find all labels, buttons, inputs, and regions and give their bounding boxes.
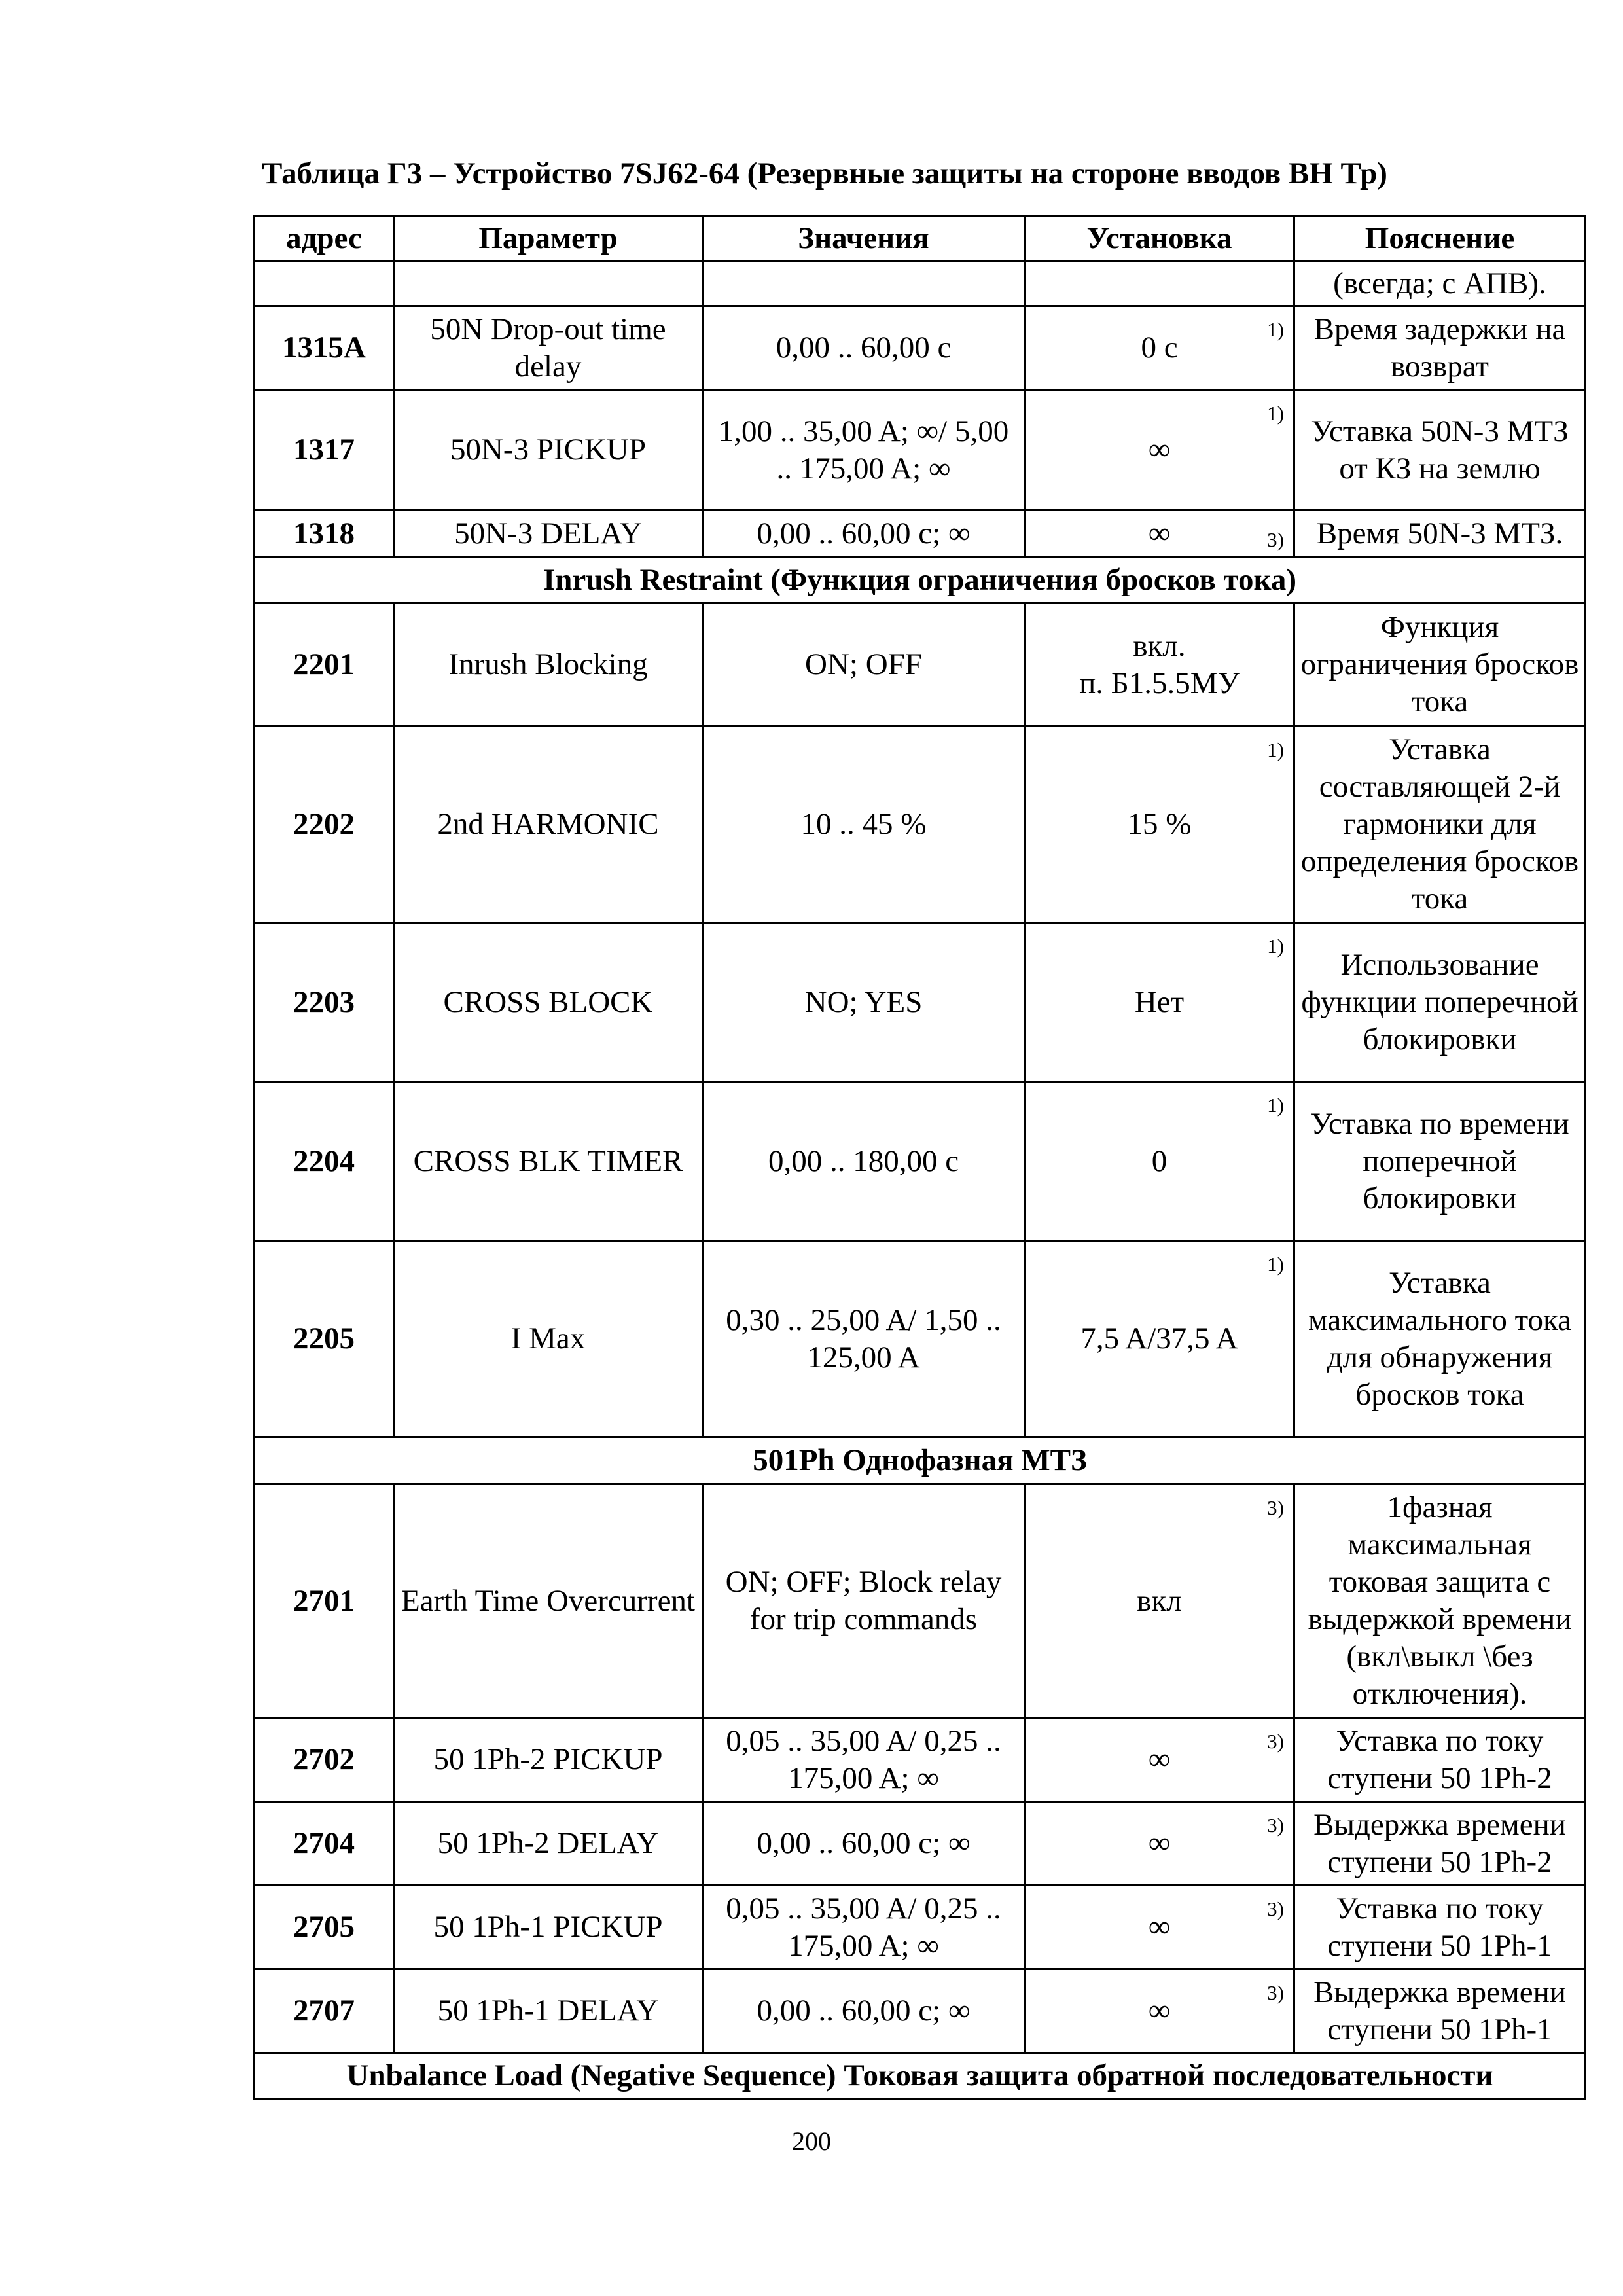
setting-cell: [1025, 306, 1294, 390]
footnote-marker: 3): [1267, 1897, 1284, 1920]
setting-cell: [1025, 511, 1294, 558]
address-cell: 2201: [255, 603, 394, 726]
footnote-marker: 3): [1267, 1730, 1284, 1753]
footnote-marker: 3): [1267, 528, 1284, 551]
parameter-cell: [394, 262, 703, 306]
setting-value: 7,5 A/37,5 A: [1080, 1321, 1238, 1355]
explanation-cell: 1фазная максимальная токовая защита с выдержкой времени (вкл\выкл \без отключения).: [1294, 1484, 1586, 1718]
parameter-cell: I Max: [394, 1241, 703, 1437]
explanation-cell: Выдержка времени ступени 50 1Ph-2: [1294, 1802, 1586, 1886]
header-address: адрес: [255, 216, 394, 262]
setting-cell: [1025, 1241, 1294, 1437]
address-cell: 2707: [255, 1969, 394, 2053]
explanation-cell: Уставка по току ступени 50 1Ph-1: [1294, 1886, 1586, 1969]
setting-value: ∞: [1148, 1742, 1171, 1776]
setting-value: ∞: [1148, 1994, 1171, 2028]
table-row: [255, 1082, 1586, 1241]
parameter-cell: 50 1Ph-2 PICKUP: [394, 1718, 703, 1802]
table-row: [255, 603, 1586, 726]
setting-value: ∞: [1148, 1910, 1171, 1944]
parameter-cell: 2nd HARMONIC: [394, 726, 703, 923]
setting-value: вкл: [1137, 1583, 1182, 1618]
header-parameter: Параметр: [394, 216, 703, 262]
table-row: [255, 923, 1586, 1082]
address-cell: 2701: [255, 1484, 394, 1718]
address-cell: 2202: [255, 726, 394, 923]
parameter-cell: 50N-3 PICKUP: [394, 390, 703, 511]
page-number: 200: [792, 2126, 831, 2156]
address-cell: 2702: [255, 1718, 394, 1802]
table-row: [255, 726, 1586, 923]
footnote-marker: 1): [1267, 738, 1284, 761]
table-row: [255, 1241, 1586, 1437]
section-row: [255, 1437, 1586, 1484]
table-row: [255, 1802, 1586, 1886]
setting-value: ∞: [1148, 1826, 1171, 1860]
values-cell: 0,05 .. 35,00 A/ 0,25 .. 175,00 A; ∞: [703, 1718, 1025, 1802]
setting-cell: [1025, 390, 1294, 511]
header-values: Значения: [703, 216, 1025, 262]
setting-cell: [1025, 1969, 1294, 2053]
table-row: [255, 1886, 1586, 1969]
parameter-cell: 50 1Ph-2 DELAY: [394, 1802, 703, 1886]
explanation-cell: Время задержки на возврат: [1294, 306, 1586, 390]
address-cell: 2205: [255, 1241, 394, 1437]
setting-value: 0 с: [1141, 331, 1178, 365]
table-row: [255, 511, 1586, 558]
setting-value: ∞: [1148, 433, 1171, 467]
address-cell: 2204: [255, 1082, 394, 1241]
parameter-cell: Earth Time Overcurrent: [394, 1484, 703, 1718]
address-cell: 2705: [255, 1886, 394, 1969]
parameter-cell: Inrush Blocking: [394, 603, 703, 726]
values-cell: 0,00 .. 60,00 с; ∞: [703, 1969, 1025, 2053]
explanation-cell: Выдержка времени ступени 50 1Ph-1: [1294, 1969, 1586, 2053]
values-cell: 1,00 .. 35,00 A; ∞/ 5,00 .. 175,00 A; ∞: [703, 390, 1025, 511]
address-cell: 1315A: [255, 306, 394, 390]
explanation-cell: Уставка максимального тока для обнаружения бросков тока: [1294, 1241, 1586, 1437]
address-cell: 1317: [255, 390, 394, 511]
setting-value: 15 %: [1127, 807, 1192, 841]
setting-value: вкл. п. Б1.5.5МУ: [1079, 628, 1240, 700]
parameter-cell: 50 1Ph-1 PICKUP: [394, 1886, 703, 1969]
setting-value: ∞: [1148, 516, 1171, 550]
explanation-cell: Время 50N-3 МТЗ.: [1294, 511, 1586, 558]
explanation-cell: Использование функции поперечной блокировки: [1294, 923, 1586, 1082]
section-title: Inrush Restraint (Функция ограничения бросков тока): [255, 558, 1586, 603]
values-cell: 0,00 .. 60,00 с: [703, 306, 1025, 390]
values-cell: ON; OFF; Block relay for trip commands: [703, 1484, 1025, 1718]
table-row: [255, 390, 1586, 511]
address-cell: 2704: [255, 1802, 394, 1886]
explanation-cell: Уставка по току ступени 50 1Ph-2: [1294, 1718, 1586, 1802]
setting-cell: [1025, 923, 1294, 1082]
parameter-table: [253, 215, 1586, 2100]
setting-cell: [1025, 262, 1294, 306]
values-cell: [703, 262, 1025, 306]
table-row: [255, 1969, 1586, 2053]
parameter-cell: CROSS BLOCK: [394, 923, 703, 1082]
setting-cell: [1025, 1484, 1294, 1718]
section-row: [255, 558, 1586, 603]
parameter-cell: CROSS BLK TIMER: [394, 1082, 703, 1241]
footnote-marker: 1): [1267, 1253, 1284, 1276]
footnote-marker: 3): [1267, 1496, 1284, 1519]
table-row: [255, 1718, 1586, 1802]
table-title: Таблица Г3 – Устройство 7SJ62-64 (Резервные защиты на стороне вводов ВН Тр): [262, 156, 1387, 190]
setting-cell: [1025, 1886, 1294, 1969]
section-title: Unbalance Load (Negative Sequence) Токовая защита обратной последовательности: [255, 2053, 1586, 2099]
values-cell: 0,05 .. 35,00 A/ 0,25 .. 175,00 A; ∞: [703, 1886, 1025, 1969]
address-cell: 1318: [255, 511, 394, 558]
values-cell: ON; OFF: [703, 603, 1025, 726]
explanation-cell: (всегда; с АПВ).: [1294, 262, 1586, 306]
footnote-marker: 3): [1267, 1981, 1284, 2004]
setting-cell: [1025, 1802, 1294, 1886]
footnote-marker: 1): [1267, 318, 1284, 341]
section-row: [255, 2053, 1586, 2099]
header-setting: Установка: [1025, 216, 1294, 262]
address-cell: [255, 262, 394, 306]
header-row: [255, 216, 1586, 262]
section-title: 501Ph Однофазная МТЗ: [255, 1437, 1586, 1484]
explanation-cell: Уставка составляющей 2-й гармоники для определения бросков тока: [1294, 726, 1586, 923]
values-cell: 0,00 .. 60,00 с; ∞: [703, 511, 1025, 558]
values-cell: 10 .. 45 %: [703, 726, 1025, 923]
table-row: [255, 1484, 1586, 1718]
explanation-cell: Функция ограничения бросков тока: [1294, 603, 1586, 726]
setting-value: Нет: [1134, 984, 1185, 1019]
explanation-cell: Уставка по времени поперечной блокировки: [1294, 1082, 1586, 1241]
parameter-cell: 50N Drop-out time delay: [394, 306, 703, 390]
table-row: [255, 262, 1586, 306]
header-explanation: Пояснение: [1294, 216, 1586, 262]
setting-cell: [1025, 603, 1294, 726]
parameter-cell: 50N-3 DELAY: [394, 511, 703, 558]
table-body: [255, 262, 1586, 2099]
values-cell: NO; YES: [703, 923, 1025, 1082]
setting-value: 0: [1151, 1143, 1168, 1178]
values-cell: 0,00 .. 60,00 с; ∞: [703, 1802, 1025, 1886]
footnote-marker: 3): [1267, 1814, 1284, 1837]
setting-cell: [1025, 726, 1294, 923]
values-cell: 0,30 .. 25,00 A/ 1,50 .. 125,00 A: [703, 1241, 1025, 1437]
setting-cell: [1025, 1718, 1294, 1802]
footnote-marker: 1): [1267, 402, 1284, 425]
values-cell: 0,00 .. 180,00 с: [703, 1082, 1025, 1241]
setting-cell: [1025, 1082, 1294, 1241]
footnote-marker: 1): [1267, 935, 1284, 958]
table-row: [255, 306, 1586, 390]
address-cell: 2203: [255, 923, 394, 1082]
footnote-marker: 1): [1267, 1094, 1284, 1117]
parameter-cell: 50 1Ph-1 DELAY: [394, 1969, 703, 2053]
explanation-cell: Уставка 50N-3 МТЗ от КЗ на землю: [1294, 390, 1586, 511]
